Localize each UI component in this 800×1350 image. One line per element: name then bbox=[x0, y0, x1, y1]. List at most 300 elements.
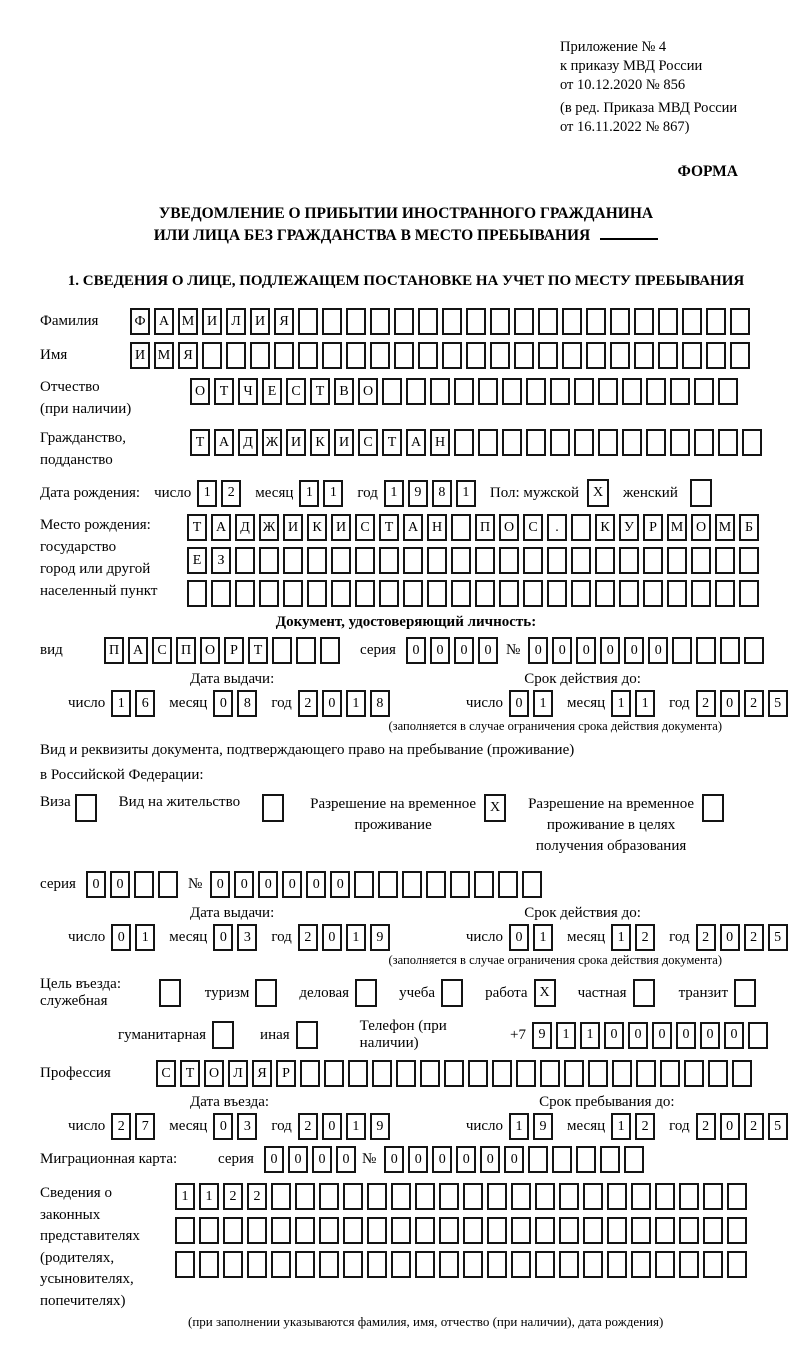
char-cell[interactable]: 0 bbox=[430, 637, 450, 664]
purpose-tourism-checkbox[interactable] bbox=[255, 979, 281, 1007]
char-cell[interactable]: 1 bbox=[299, 480, 319, 507]
char-cell[interactable]: Е bbox=[262, 378, 282, 405]
char-cell[interactable]: О bbox=[200, 637, 220, 664]
char-cell[interactable] bbox=[739, 547, 759, 574]
permit-issue-month-cells[interactable] bbox=[213, 924, 261, 951]
char-cell[interactable] bbox=[451, 580, 471, 607]
char-cell[interactable]: 0 bbox=[624, 637, 644, 664]
char-cell[interactable]: К bbox=[307, 514, 327, 541]
char-cell[interactable] bbox=[547, 547, 567, 574]
char-cell[interactable] bbox=[331, 580, 351, 607]
char-cell[interactable]: 0 bbox=[724, 1022, 744, 1049]
char-cell[interactable]: 0 bbox=[432, 1146, 452, 1173]
char-cell[interactable]: 0 bbox=[384, 1146, 404, 1173]
doc-series-cells[interactable] bbox=[406, 637, 502, 664]
char-cell[interactable] bbox=[255, 979, 277, 1007]
char-cell[interactable]: 0 bbox=[720, 1113, 740, 1140]
char-cell[interactable] bbox=[523, 547, 543, 574]
char-cell[interactable] bbox=[600, 1146, 620, 1173]
char-cell[interactable] bbox=[694, 429, 714, 456]
permit-expiry-day-cells[interactable] bbox=[509, 924, 557, 951]
char-cell[interactable]: 1 bbox=[635, 690, 655, 717]
char-cell[interactable] bbox=[322, 342, 342, 369]
char-cell[interactable] bbox=[348, 1060, 368, 1087]
char-cell[interactable] bbox=[372, 1060, 392, 1087]
char-cell[interactable] bbox=[684, 1060, 704, 1087]
permit-issue-day-cells[interactable] bbox=[111, 924, 159, 951]
char-cell[interactable]: В bbox=[334, 378, 354, 405]
char-cell[interactable]: 2 bbox=[221, 480, 241, 507]
char-cell[interactable]: 0 bbox=[234, 871, 254, 898]
char-cell[interactable] bbox=[559, 1183, 579, 1210]
char-cell[interactable] bbox=[526, 378, 546, 405]
char-cell[interactable] bbox=[691, 547, 711, 574]
char-cell[interactable] bbox=[499, 547, 519, 574]
char-cell[interactable] bbox=[343, 1251, 363, 1278]
char-cell[interactable] bbox=[559, 1217, 579, 1244]
permit-series-cells[interactable] bbox=[86, 871, 182, 898]
char-cell[interactable] bbox=[463, 1183, 483, 1210]
char-cell[interactable]: 0 bbox=[600, 637, 620, 664]
temp-edu-checkbox[interactable] bbox=[702, 794, 728, 822]
char-cell[interactable]: 1 bbox=[346, 924, 366, 951]
char-cell[interactable]: 0 bbox=[330, 871, 350, 898]
char-cell[interactable] bbox=[708, 1060, 728, 1087]
char-cell[interactable] bbox=[487, 1217, 507, 1244]
char-cell[interactable] bbox=[343, 1183, 363, 1210]
char-cell[interactable]: 8 bbox=[237, 690, 257, 717]
permit-number-cells[interactable] bbox=[210, 871, 546, 898]
entry-year-cells[interactable] bbox=[298, 1113, 394, 1140]
char-cell[interactable]: 2 bbox=[298, 924, 318, 951]
char-cell[interactable]: И bbox=[334, 429, 354, 456]
char-cell[interactable] bbox=[319, 1251, 339, 1278]
char-cell[interactable]: 0 bbox=[282, 871, 302, 898]
char-cell[interactable] bbox=[571, 547, 591, 574]
char-cell[interactable]: З bbox=[211, 547, 231, 574]
char-cell[interactable] bbox=[523, 580, 543, 607]
char-cell[interactable]: Б bbox=[739, 514, 759, 541]
char-cell[interactable]: С bbox=[523, 514, 543, 541]
char-cell[interactable] bbox=[706, 308, 726, 335]
char-cell[interactable]: С bbox=[358, 429, 378, 456]
temp-residence-checkbox[interactable] bbox=[484, 794, 510, 822]
char-cell[interactable] bbox=[679, 1251, 699, 1278]
char-cell[interactable] bbox=[511, 1251, 531, 1278]
char-cell[interactable] bbox=[619, 580, 639, 607]
char-cell[interactable]: 0 bbox=[676, 1022, 696, 1049]
char-cell[interactable]: Т bbox=[382, 429, 402, 456]
doc-number-cells[interactable] bbox=[528, 637, 768, 664]
char-cell[interactable] bbox=[295, 1183, 315, 1210]
char-cell[interactable] bbox=[550, 378, 570, 405]
char-cell[interactable]: 9 bbox=[533, 1113, 553, 1140]
char-cell[interactable]: 0 bbox=[504, 1146, 524, 1173]
char-cell[interactable] bbox=[502, 429, 522, 456]
char-cell[interactable]: С bbox=[286, 378, 306, 405]
char-cell[interactable] bbox=[355, 979, 377, 1007]
char-cell[interactable]: М bbox=[667, 514, 687, 541]
char-cell[interactable] bbox=[739, 580, 759, 607]
sex-female-checkbox[interactable] bbox=[690, 479, 716, 507]
char-cell[interactable] bbox=[571, 514, 591, 541]
char-cell[interactable] bbox=[732, 1060, 752, 1087]
char-cell[interactable] bbox=[415, 1251, 435, 1278]
char-cell[interactable] bbox=[274, 342, 294, 369]
char-cell[interactable] bbox=[742, 429, 762, 456]
char-cell[interactable]: 1 bbox=[111, 690, 131, 717]
permit-issue-year-cells[interactable] bbox=[298, 924, 394, 951]
char-cell[interactable] bbox=[475, 547, 495, 574]
char-cell[interactable] bbox=[490, 342, 510, 369]
char-cell[interactable]: Я bbox=[252, 1060, 272, 1087]
char-cell[interactable]: 3 bbox=[237, 1113, 257, 1140]
char-cell[interactable] bbox=[498, 871, 518, 898]
char-cell[interactable] bbox=[466, 308, 486, 335]
doc-expiry-month-cells[interactable] bbox=[611, 690, 659, 717]
char-cell[interactable] bbox=[199, 1217, 219, 1244]
char-cell[interactable] bbox=[720, 637, 740, 664]
char-cell[interactable] bbox=[538, 308, 558, 335]
char-cell[interactable]: А bbox=[214, 429, 234, 456]
char-cell[interactable]: 0 bbox=[258, 871, 278, 898]
char-cell[interactable] bbox=[463, 1217, 483, 1244]
char-cell[interactable] bbox=[295, 1251, 315, 1278]
char-cell[interactable] bbox=[355, 580, 375, 607]
char-cell[interactable]: 1 bbox=[533, 924, 553, 951]
char-cell[interactable] bbox=[187, 580, 207, 607]
char-cell[interactable] bbox=[391, 1251, 411, 1278]
patronymic-cells[interactable] bbox=[190, 378, 742, 405]
char-cell[interactable] bbox=[394, 308, 414, 335]
char-cell[interactable] bbox=[595, 580, 615, 607]
char-cell[interactable] bbox=[535, 1217, 555, 1244]
char-cell[interactable]: 2 bbox=[696, 924, 716, 951]
char-cell[interactable] bbox=[346, 342, 366, 369]
char-cell[interactable]: 2 bbox=[696, 690, 716, 717]
char-cell[interactable] bbox=[439, 1251, 459, 1278]
char-cell[interactable] bbox=[367, 1251, 387, 1278]
char-cell[interactable]: 1 bbox=[346, 690, 366, 717]
char-cell[interactable] bbox=[730, 308, 750, 335]
char-cell[interactable] bbox=[295, 1217, 315, 1244]
rep-cells-row1[interactable] bbox=[175, 1183, 751, 1210]
char-cell[interactable] bbox=[610, 308, 630, 335]
char-cell[interactable] bbox=[499, 580, 519, 607]
char-cell[interactable] bbox=[396, 1060, 416, 1087]
char-cell[interactable] bbox=[370, 342, 390, 369]
char-cell[interactable] bbox=[598, 429, 618, 456]
char-cell[interactable] bbox=[300, 1060, 320, 1087]
char-cell[interactable] bbox=[298, 308, 318, 335]
char-cell[interactable] bbox=[211, 580, 231, 607]
char-cell[interactable] bbox=[490, 308, 510, 335]
char-cell[interactable]: Ж bbox=[259, 514, 279, 541]
char-cell[interactable]: 6 bbox=[135, 690, 155, 717]
char-cell[interactable] bbox=[379, 547, 399, 574]
char-cell[interactable] bbox=[324, 1060, 344, 1087]
char-cell[interactable] bbox=[474, 871, 494, 898]
char-cell[interactable]: Е bbox=[187, 547, 207, 574]
char-cell[interactable]: 9 bbox=[408, 480, 428, 507]
char-cell[interactable] bbox=[598, 378, 618, 405]
char-cell[interactable]: 0 bbox=[720, 690, 740, 717]
char-cell[interactable] bbox=[463, 1251, 483, 1278]
purpose-other-checkbox[interactable] bbox=[296, 1021, 322, 1049]
char-cell[interactable] bbox=[487, 1251, 507, 1278]
char-cell[interactable]: 0 bbox=[322, 690, 342, 717]
char-cell[interactable] bbox=[694, 378, 714, 405]
char-cell[interactable] bbox=[223, 1217, 243, 1244]
char-cell[interactable]: 2 bbox=[298, 1113, 318, 1140]
char-cell[interactable] bbox=[682, 342, 702, 369]
char-cell[interactable] bbox=[612, 1060, 632, 1087]
char-cell[interactable] bbox=[583, 1183, 603, 1210]
char-cell[interactable] bbox=[631, 1251, 651, 1278]
char-cell[interactable]: У bbox=[619, 514, 639, 541]
char-cell[interactable] bbox=[706, 342, 726, 369]
char-cell[interactable]: А bbox=[128, 637, 148, 664]
char-cell[interactable]: 0 bbox=[213, 690, 233, 717]
char-cell[interactable]: 2 bbox=[635, 1113, 655, 1140]
char-cell[interactable]: К bbox=[595, 514, 615, 541]
char-cell[interactable]: 1 bbox=[384, 480, 404, 507]
char-cell[interactable] bbox=[535, 1251, 555, 1278]
char-cell[interactable] bbox=[682, 308, 702, 335]
char-cell[interactable] bbox=[528, 1146, 548, 1173]
char-cell[interactable] bbox=[367, 1183, 387, 1210]
char-cell[interactable] bbox=[576, 1146, 596, 1173]
char-cell[interactable]: И bbox=[286, 429, 306, 456]
char-cell[interactable] bbox=[442, 308, 462, 335]
char-cell[interactable]: 2 bbox=[696, 1113, 716, 1140]
char-cell[interactable]: П bbox=[104, 637, 124, 664]
char-cell[interactable]: 8 bbox=[370, 690, 390, 717]
char-cell[interactable]: 0 bbox=[111, 924, 131, 951]
char-cell[interactable]: А bbox=[406, 429, 426, 456]
char-cell[interactable] bbox=[667, 580, 687, 607]
char-cell[interactable]: 0 bbox=[306, 871, 326, 898]
char-cell[interactable] bbox=[367, 1217, 387, 1244]
char-cell[interactable]: 0 bbox=[336, 1146, 356, 1173]
char-cell[interactable]: О bbox=[691, 514, 711, 541]
doc-issue-year-cells[interactable] bbox=[298, 690, 394, 717]
char-cell[interactable] bbox=[391, 1217, 411, 1244]
char-cell[interactable] bbox=[672, 637, 692, 664]
permit-expiry-month-cells[interactable] bbox=[611, 924, 659, 951]
char-cell[interactable]: 0 bbox=[110, 871, 130, 898]
char-cell[interactable] bbox=[444, 1060, 464, 1087]
stay-year-cells[interactable] bbox=[696, 1113, 792, 1140]
char-cell[interactable] bbox=[466, 342, 486, 369]
char-cell[interactable] bbox=[660, 1060, 680, 1087]
char-cell[interactable] bbox=[382, 378, 402, 405]
char-cell[interactable]: 0 bbox=[700, 1022, 720, 1049]
permit-expiry-year-cells[interactable] bbox=[696, 924, 792, 951]
char-cell[interactable]: 0 bbox=[406, 637, 426, 664]
birth-day-cells[interactable] bbox=[197, 480, 245, 507]
char-cell[interactable] bbox=[564, 1060, 584, 1087]
char-cell[interactable] bbox=[624, 1146, 644, 1173]
char-cell[interactable]: О bbox=[358, 378, 378, 405]
char-cell[interactable] bbox=[583, 1217, 603, 1244]
char-cell[interactable] bbox=[403, 547, 423, 574]
char-cell[interactable] bbox=[607, 1251, 627, 1278]
char-cell[interactable]: Т bbox=[190, 429, 210, 456]
char-cell[interactable] bbox=[633, 979, 655, 1007]
char-cell[interactable] bbox=[298, 342, 318, 369]
char-cell[interactable] bbox=[418, 342, 438, 369]
char-cell[interactable]: 1 bbox=[456, 480, 476, 507]
char-cell[interactable] bbox=[307, 580, 327, 607]
char-cell[interactable] bbox=[430, 378, 450, 405]
char-cell[interactable] bbox=[522, 871, 542, 898]
char-cell[interactable]: 0 bbox=[652, 1022, 672, 1049]
char-cell[interactable]: И bbox=[283, 514, 303, 541]
char-cell[interactable]: О bbox=[190, 378, 210, 405]
char-cell[interactable]: 9 bbox=[370, 924, 390, 951]
char-cell[interactable] bbox=[439, 1217, 459, 1244]
char-cell[interactable]: Т bbox=[379, 514, 399, 541]
char-cell[interactable]: Т bbox=[248, 637, 268, 664]
name-cells[interactable] bbox=[130, 342, 754, 369]
char-cell[interactable]: И bbox=[331, 514, 351, 541]
char-cell[interactable] bbox=[715, 580, 735, 607]
char-cell[interactable] bbox=[595, 547, 615, 574]
char-cell[interactable] bbox=[702, 794, 724, 822]
char-cell[interactable] bbox=[631, 1217, 651, 1244]
char-cell[interactable] bbox=[379, 580, 399, 607]
char-cell[interactable] bbox=[658, 342, 678, 369]
char-cell[interactable] bbox=[272, 637, 292, 664]
char-cell[interactable] bbox=[643, 580, 663, 607]
purpose-private-checkbox[interactable] bbox=[633, 979, 659, 1007]
char-cell[interactable] bbox=[478, 429, 498, 456]
char-cell[interactable]: X bbox=[534, 979, 556, 1007]
char-cell[interactable]: 7 bbox=[135, 1113, 155, 1140]
char-cell[interactable]: П bbox=[176, 637, 196, 664]
char-cell[interactable]: 2 bbox=[247, 1183, 267, 1210]
char-cell[interactable] bbox=[454, 378, 474, 405]
char-cell[interactable]: 0 bbox=[509, 690, 529, 717]
char-cell[interactable] bbox=[571, 580, 591, 607]
char-cell[interactable]: 0 bbox=[86, 871, 106, 898]
char-cell[interactable] bbox=[670, 378, 690, 405]
char-cell[interactable] bbox=[730, 342, 750, 369]
char-cell[interactable]: 0 bbox=[264, 1146, 284, 1173]
char-cell[interactable]: Р bbox=[224, 637, 244, 664]
doc-expiry-year-cells[interactable] bbox=[696, 690, 792, 717]
char-cell[interactable]: 0 bbox=[720, 924, 740, 951]
char-cell[interactable]: 2 bbox=[744, 924, 764, 951]
char-cell[interactable]: 2 bbox=[223, 1183, 243, 1210]
char-cell[interactable] bbox=[391, 1183, 411, 1210]
char-cell[interactable]: 1 bbox=[197, 480, 217, 507]
char-cell[interactable] bbox=[727, 1183, 747, 1210]
char-cell[interactable]: М bbox=[715, 514, 735, 541]
char-cell[interactable] bbox=[691, 580, 711, 607]
char-cell[interactable] bbox=[450, 871, 470, 898]
char-cell[interactable] bbox=[655, 1217, 675, 1244]
char-cell[interactable]: 1 bbox=[346, 1113, 366, 1140]
char-cell[interactable]: 1 bbox=[199, 1183, 219, 1210]
char-cell[interactable]: Т bbox=[180, 1060, 200, 1087]
char-cell[interactable]: 1 bbox=[556, 1022, 576, 1049]
char-cell[interactable]: 9 bbox=[532, 1022, 552, 1049]
char-cell[interactable] bbox=[547, 580, 567, 607]
entry-month-cells[interactable] bbox=[213, 1113, 261, 1140]
char-cell[interactable]: 1 bbox=[135, 924, 155, 951]
char-cell[interactable]: 9 bbox=[370, 1113, 390, 1140]
char-cell[interactable]: 1 bbox=[175, 1183, 195, 1210]
char-cell[interactable]: И bbox=[130, 342, 150, 369]
char-cell[interactable]: 2 bbox=[744, 690, 764, 717]
char-cell[interactable] bbox=[402, 871, 422, 898]
char-cell[interactable] bbox=[622, 429, 642, 456]
char-cell[interactable] bbox=[514, 308, 534, 335]
char-cell[interactable] bbox=[271, 1217, 291, 1244]
char-cell[interactable]: М bbox=[178, 308, 198, 335]
char-cell[interactable] bbox=[679, 1183, 699, 1210]
char-cell[interactable] bbox=[703, 1183, 723, 1210]
char-cell[interactable] bbox=[226, 342, 246, 369]
char-cell[interactable] bbox=[199, 1251, 219, 1278]
char-cell[interactable] bbox=[247, 1217, 267, 1244]
char-cell[interactable]: 1 bbox=[533, 690, 553, 717]
doc-issue-day-cells[interactable] bbox=[111, 690, 159, 717]
char-cell[interactable] bbox=[502, 378, 522, 405]
char-cell[interactable] bbox=[212, 1021, 234, 1049]
char-cell[interactable]: Д bbox=[238, 429, 258, 456]
char-cell[interactable] bbox=[235, 580, 255, 607]
profession-cells[interactable] bbox=[156, 1060, 756, 1087]
char-cell[interactable] bbox=[526, 429, 546, 456]
char-cell[interactable] bbox=[283, 547, 303, 574]
char-cell[interactable]: . bbox=[547, 514, 567, 541]
residence-permit-checkbox[interactable] bbox=[262, 794, 288, 822]
char-cell[interactable]: Н bbox=[430, 429, 450, 456]
char-cell[interactable] bbox=[319, 1217, 339, 1244]
char-cell[interactable] bbox=[511, 1183, 531, 1210]
char-cell[interactable]: 0 bbox=[480, 1146, 500, 1173]
char-cell[interactable] bbox=[427, 580, 447, 607]
char-cell[interactable]: 1 bbox=[611, 1113, 631, 1140]
char-cell[interactable]: 2 bbox=[744, 1113, 764, 1140]
char-cell[interactable] bbox=[296, 1021, 318, 1049]
char-cell[interactable] bbox=[320, 637, 340, 664]
char-cell[interactable]: А bbox=[154, 308, 174, 335]
char-cell[interactable]: М bbox=[154, 342, 174, 369]
char-cell[interactable] bbox=[535, 1183, 555, 1210]
char-cell[interactable] bbox=[468, 1060, 488, 1087]
char-cell[interactable] bbox=[658, 308, 678, 335]
purpose-study-checkbox[interactable] bbox=[441, 979, 467, 1007]
char-cell[interactable] bbox=[354, 871, 374, 898]
char-cell[interactable] bbox=[247, 1251, 267, 1278]
char-cell[interactable]: 0 bbox=[312, 1146, 332, 1173]
char-cell[interactable]: Я bbox=[274, 308, 294, 335]
char-cell[interactable]: 0 bbox=[628, 1022, 648, 1049]
char-cell[interactable] bbox=[439, 1183, 459, 1210]
char-cell[interactable]: 0 bbox=[322, 1113, 342, 1140]
char-cell[interactable]: Т bbox=[214, 378, 234, 405]
char-cell[interactable]: 1 bbox=[509, 1113, 529, 1140]
char-cell[interactable] bbox=[478, 378, 498, 405]
mig-series-cells[interactable] bbox=[264, 1146, 360, 1173]
char-cell[interactable] bbox=[588, 1060, 608, 1087]
char-cell[interactable]: 0 bbox=[288, 1146, 308, 1173]
char-cell[interactable]: 8 bbox=[432, 480, 452, 507]
